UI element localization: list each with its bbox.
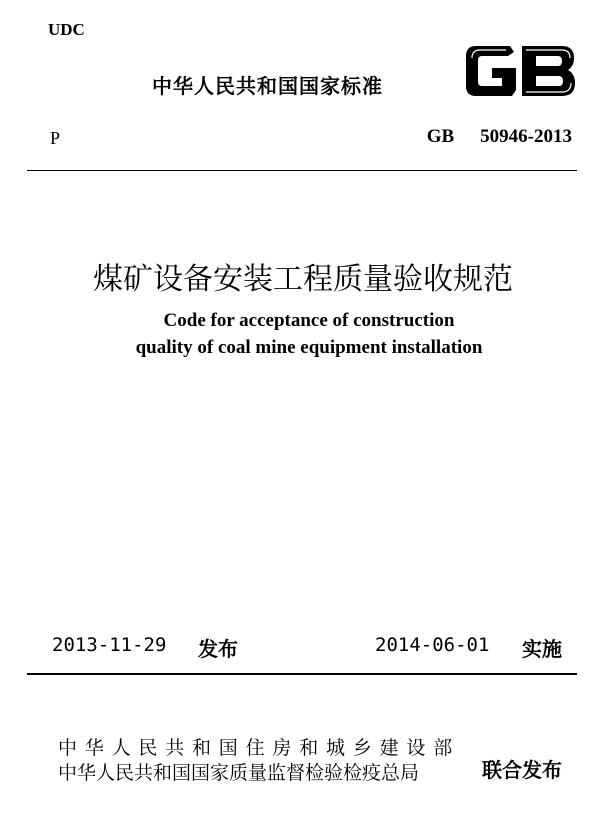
standard-type-title: 中华人民共和国国家标准 bbox=[152, 74, 383, 98]
standard-number bbox=[427, 126, 572, 148]
standard-prefix: GB bbox=[426, 126, 455, 147]
issuer-ministry-housing: 中华人民共和国住房和城乡建设部 bbox=[58, 737, 461, 759]
implement-label: 实施 bbox=[522, 637, 562, 661]
standard-number-value: 50946-2013 bbox=[480, 126, 572, 147]
implement-date: 2014-06-01 bbox=[375, 634, 490, 656]
english-title-line1: Code for acceptance of construction bbox=[163, 310, 455, 331]
gb-logo bbox=[462, 38, 578, 104]
english-title-line2: quality of coal mine equipment installation bbox=[135, 337, 483, 358]
classification-code: P bbox=[50, 128, 61, 148]
chinese-title: 煤矿设备安装工程质量验收规范 bbox=[93, 262, 513, 297]
issuer-quality-supervision: 中华人民共和国国家质量监督检验检疫总局 bbox=[58, 762, 420, 784]
bottom-divider bbox=[27, 673, 577, 675]
issue-date: 2013-11-29 bbox=[52, 634, 167, 656]
joint-issue-label: 联合发布 bbox=[482, 758, 562, 782]
top-divider bbox=[27, 170, 577, 171]
issue-label: 发布 bbox=[198, 637, 238, 661]
udc-label: UDC bbox=[48, 20, 85, 39]
